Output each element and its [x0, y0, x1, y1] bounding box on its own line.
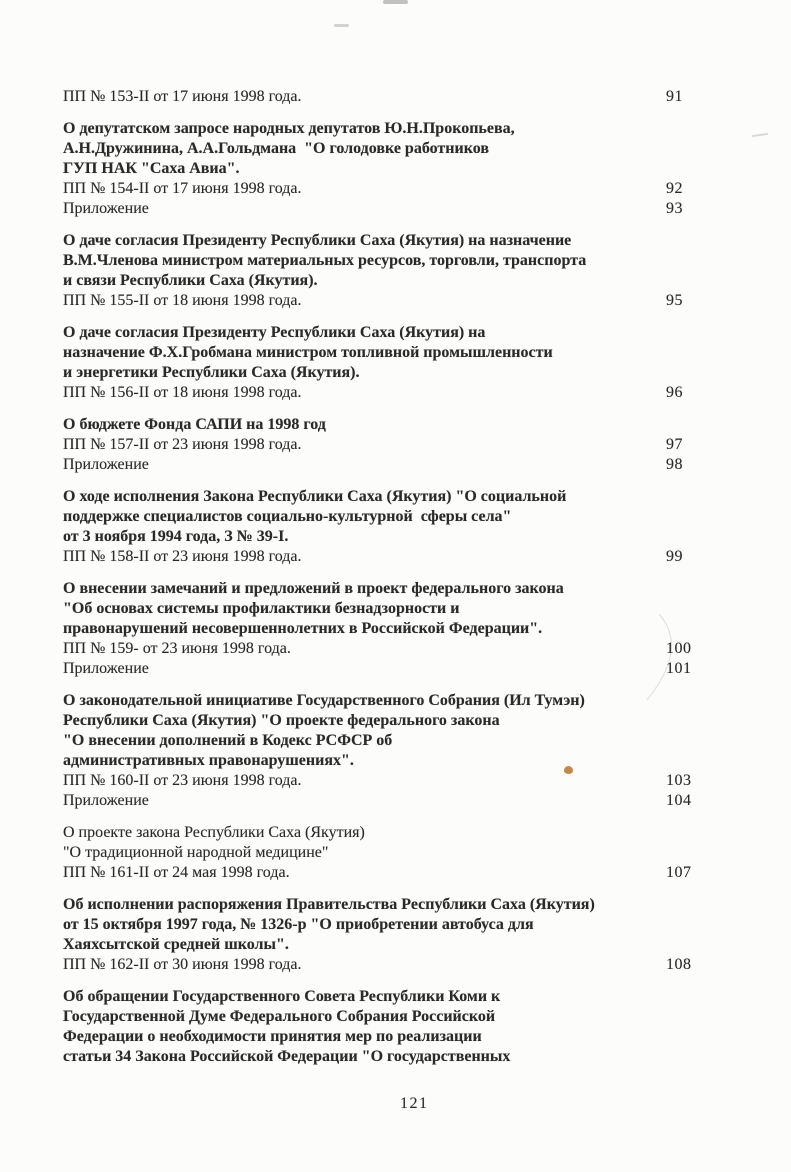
toc-entry-row	[63, 383, 708, 403]
toc-entry-row	[63, 547, 708, 567]
resolution-reference: ПП № 155-II от 18 июня 1998 года.	[63, 292, 302, 309]
resolution-reference: ПП № 159- от 23 июня 1998 года.	[63, 640, 291, 657]
toc-entry-row	[63, 291, 708, 311]
resolution-reference: ПП № 157-II от 23 июня 1998 года.	[63, 436, 302, 453]
toc-entry-title-line: О депутатском запросе народных депутатов Ю.Н.Прокопьева,	[63, 120, 515, 137]
toc-entry-title-line: назначение Ф.Х.Гробмана министром топливной промышленности	[63, 344, 553, 361]
toc-entry-title-line: Государственной Думе Федерального Собрания Российской	[63, 1008, 496, 1025]
toc-entry-title-line: статьи 34 Закона Российской Федерации "О государственных	[63, 1048, 511, 1065]
resolution-reference: Приложение	[63, 660, 149, 677]
toc-entry-title-line: О ходе исполнения Закона Республики Саха (Якутия) "О социальной	[63, 488, 567, 505]
toc-page-number: 99	[666, 548, 683, 565]
toc-entry-row	[63, 435, 708, 455]
toc-page-number: 92	[666, 180, 683, 197]
toc-entry	[63, 579, 708, 679]
toc-page-number: 104	[666, 792, 692, 809]
toc-entry-title-line: "О традиционной народной медицине"	[63, 844, 329, 861]
toc-entry-title-line: и связи Республики Саха (Якутия).	[63, 272, 318, 289]
toc-entry-title-line: и энергетики Республики Саха (Якутия).	[63, 364, 360, 381]
toc-entry-title-line: Хаяхсытской средней школы".	[63, 936, 289, 953]
toc-entry-row	[63, 791, 708, 811]
toc-entry	[63, 691, 708, 811]
toc-page-number: 103	[666, 772, 692, 789]
resolution-reference: ПП № 154-II от 17 июня 1998 года.	[63, 180, 302, 197]
toc-entry	[63, 987, 708, 1067]
resolution-reference: ПП № 158-II от 23 июня 1998 года.	[63, 548, 302, 565]
toc-entry-row	[63, 639, 708, 659]
toc-page-number: 93	[666, 200, 683, 217]
resolution-reference: ПП № 160-II от 23 июня 1998 года.	[63, 772, 302, 789]
toc-entry-title-line: О проекте закона Республики Саха (Якутия)	[63, 824, 365, 841]
toc-entry-title-line: "Об основах системы профилактики безнадзорности и	[63, 600, 460, 617]
resolution-reference: Приложение	[63, 792, 149, 809]
toc-entry-row	[63, 179, 708, 199]
resolution-reference: Приложение	[63, 200, 149, 217]
toc-entry-title-line: Федерации о необходимости принятия мер по реализации	[63, 1028, 482, 1045]
toc-entry-title-line: от 15 октября 1997 года, № 1326-р "О приобретении автобуса для	[63, 916, 534, 933]
toc-entry-title-line: О бюджете Фонда САПИ на 1998 год	[63, 416, 326, 433]
resolution-reference: ПП № 156-II от 18 июня 1998 года.	[63, 384, 302, 401]
toc-entry-row	[63, 863, 708, 883]
toc-entry-row	[63, 455, 708, 475]
toc-entry-row	[63, 659, 708, 679]
toc-entry	[63, 487, 708, 567]
toc-entry-title-line: А.Н.Дружинина, А.А.Гольдмана "О голодовке работников	[63, 140, 489, 157]
toc-entry-title-line: поддержке специалистов социально-культурной сферы села"	[63, 508, 512, 525]
toc-entry-title-line: В.М.Членова министром материальных ресурсов, торговли, транспорта	[63, 252, 587, 269]
toc-entry	[63, 895, 708, 975]
toc-entry	[63, 415, 708, 475]
table-of-contents	[63, 87, 708, 1067]
resolution-reference: ПП № 153-II от 17 июня 1998 года.	[63, 88, 302, 105]
toc-entry-row	[63, 771, 708, 791]
page-footer-number: 121	[400, 1095, 429, 1112]
toc-page-number: 91	[666, 88, 683, 105]
toc-entry-title-line: Об обращении Государственного Совета Республики Коми к	[63, 988, 501, 1005]
toc-page-number: 96	[666, 384, 683, 401]
toc-entry	[63, 823, 708, 883]
toc-entry-title-line: правонарушений несовершеннолетних в Российской Федерации".	[63, 620, 543, 637]
toc-entry-title-line: от 3 ноября 1994 года, З № 39-I.	[63, 528, 289, 545]
toc-entry-title-line: "О внесении дополнений в Кодекс РСФСР об	[63, 732, 393, 749]
scan-artifact-speck	[752, 133, 768, 137]
toc-entry-row	[63, 87, 708, 107]
toc-entry-title-line: административных правонарушениях".	[63, 752, 354, 769]
scan-artifact-top-smudge	[383, 0, 408, 4]
resolution-reference: ПП № 162-II от 30 июня 1998 года.	[63, 956, 302, 973]
toc-page-number: 108	[666, 956, 692, 973]
scan-artifact-dots	[334, 24, 349, 27]
toc-entry	[63, 323, 708, 403]
toc-entry-title-line: О даче согласия Президенту Республики Саха (Якутия) на назначение	[63, 232, 572, 249]
toc-page-number: 97	[666, 436, 683, 453]
toc-entry-title-line: ГУП НАК "Саха Авиа".	[63, 160, 240, 177]
toc-page-number: 98	[666, 456, 683, 473]
toc-entry-row	[63, 955, 708, 975]
toc-entry-row	[63, 199, 708, 219]
toc-page-number: 107	[666, 864, 692, 881]
toc-entry-title-line: О внесении замечаний и предложений в проект федерального закона	[63, 580, 564, 597]
toc-page-number: 95	[666, 292, 683, 309]
toc-entry	[63, 119, 708, 219]
toc-page-number: 101	[666, 660, 692, 677]
toc-entry-title-line: О даче согласия Президенту Республики Саха (Якутия) на	[63, 324, 486, 341]
resolution-reference: Приложение	[63, 456, 149, 473]
resolution-reference: ПП № 161-II от 24 мая 1998 года.	[63, 864, 290, 881]
toc-page-number: 100	[666, 640, 692, 657]
toc-entry	[63, 87, 708, 107]
toc-entry-title-line: Об исполнении распоряжения Правительства Республики Саха (Якутия)	[63, 896, 595, 913]
toc-entry-title-line: О законодательной инициативе Государственного Собрания (Ил Тумэн)	[63, 692, 585, 709]
toc-entry	[63, 231, 708, 311]
toc-entry-title-line: Республики Саха (Якутия) "О проекте федерального закона	[63, 712, 500, 729]
